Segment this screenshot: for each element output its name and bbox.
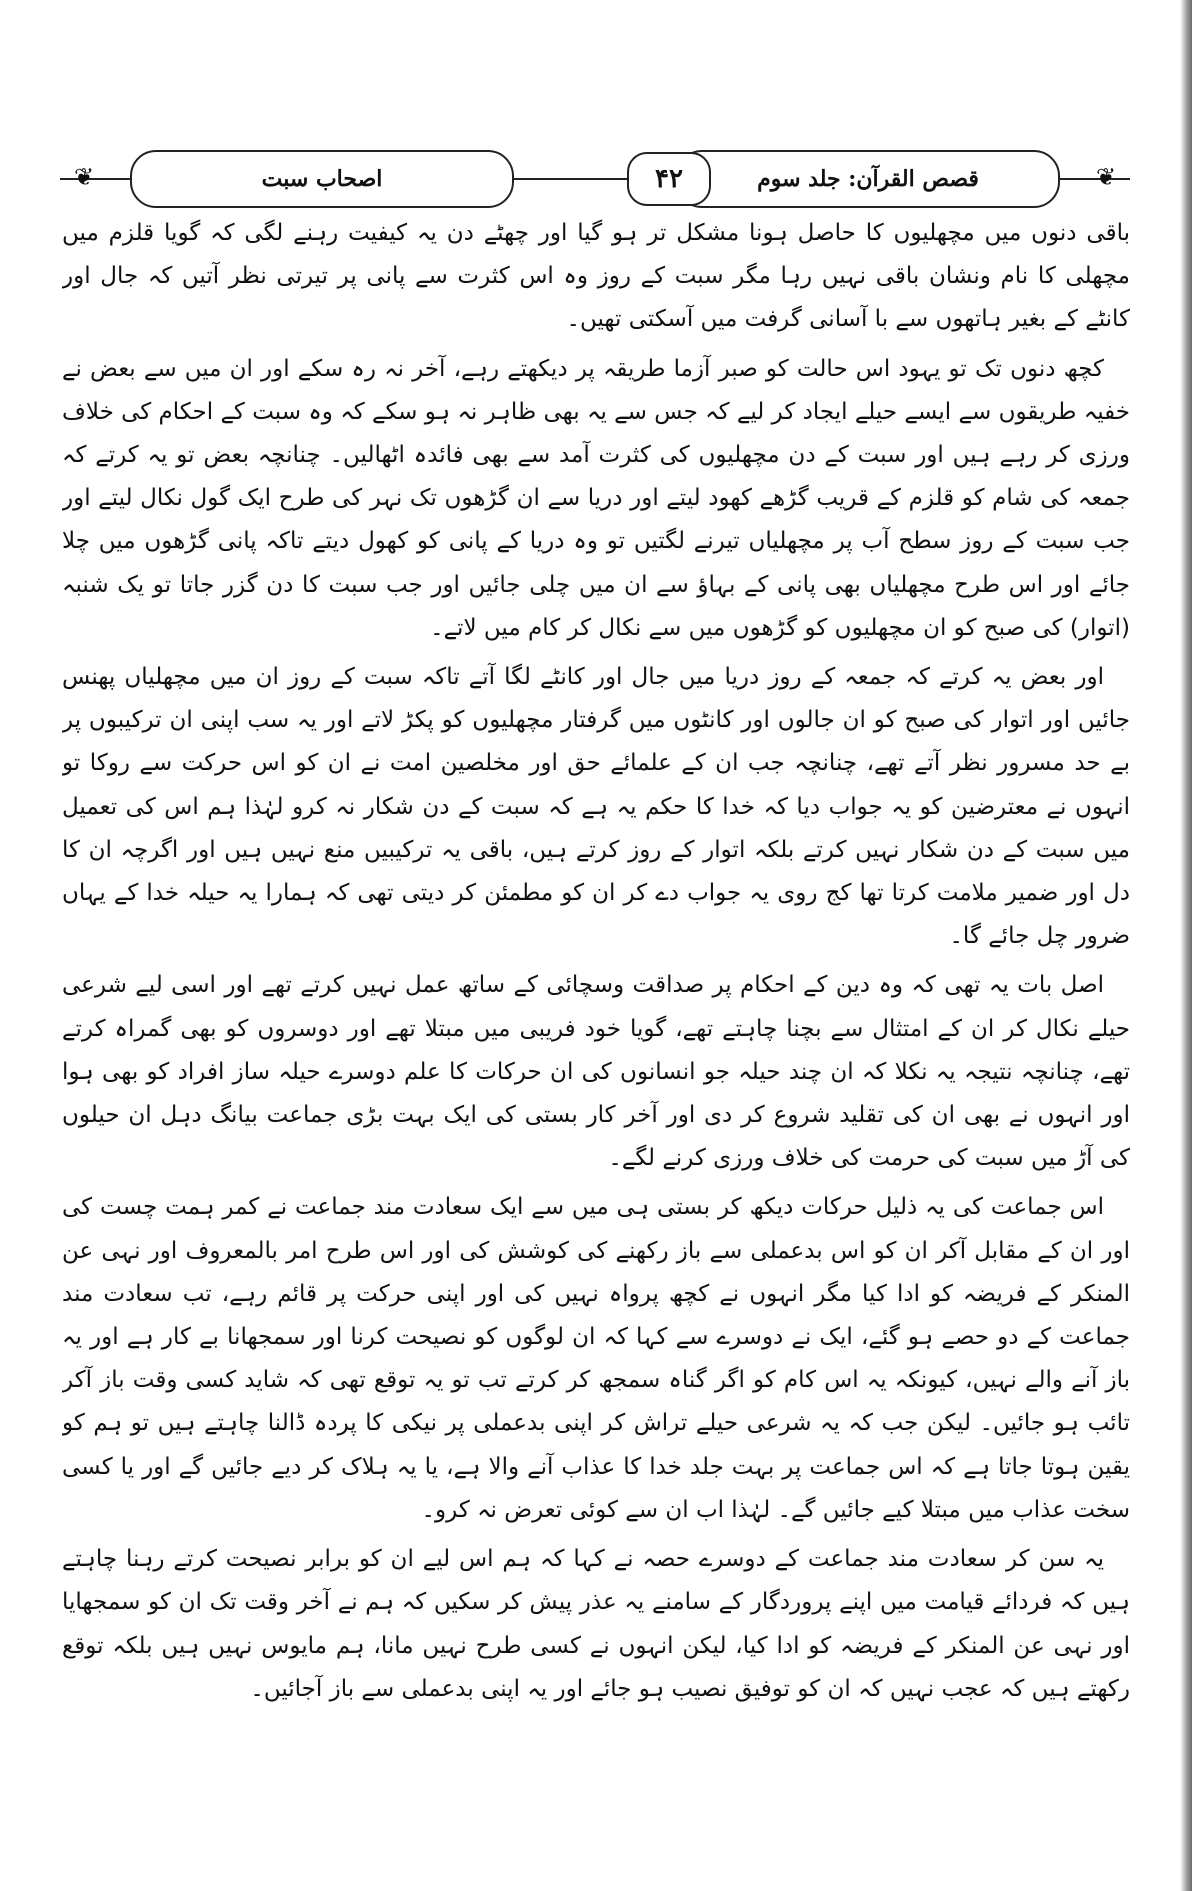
paragraph: یہ سن کر سعادت مند جماعت کے دوسرے حصہ نے کہا کہ ہم اس لیے ان کو برابر نصیحت کرتے رہنا چاہتے ہیں کہ فردائے قیامت میں اپنے پروردگار کے سامنے یہ عذر پیش کر سکیں کہ ہم نے آخر وقت تک ان کو سمجھایا اور نہی عن المنکر کے فریضہ کو ادا کیا، لیکن انہوں نے کسی طرح نہیں مانا، ہم مایوس نہیں ہیں بلکہ توقع رکھتے ہیں کہ عجب نہیں کہ ان کو توفیق نصیب ہو جائے اور یہ اپنی بدعملی سے باز آجائیں۔ [62,1546,1130,1702]
paragraph: اس جماعت کی یہ ذلیل حرکات دیکھ کر بستی ہی میں سے ایک سعادت مند جماعت نے کمر ہمت چست کی اور ان کے مقابل آکر ان کو اس بدعملی سے باز رکھنے کی کوشش کی اور اس طرح امر بالمعروف اور نہی عن المنکر کے فریضہ کو ادا کیا مگر انہوں نے کچھ پرواہ نہیں کی اور اپنی حرکت پر قائم رہے، تب سعادت مند جماعت کے دو حصے ہو گئے، ایک نے دوسرے سے کہا کہ ان لوگوں کو نصیحت کرنا اور سمجھانا بے کار ہے اور یہ باز آنے والے نہیں، کیونکہ یہ اس کام کو اگر گناہ سمجھ کر کرتے تب تو یہ توقع تھی کہ شاید کسی وقت باز آکر تائب ہو جائیں۔ لیکن جب کہ یہ شرعی حیلے تراش کر اپنی بدعملی پر نیکی کا پردہ ڈالنا چاہتے ہیں تو ہم کو یقین ہوتا جاتا ہے کہ اس جماعت پر بہت جلد خدا کا عذاب آنے والا ہے، یا یہ ہلاک کر دیے جائیں گے اور یا کسی سخت عذاب میں مبتلا کیے جائیں گے۔ لہٰذا اب ان سے کوئی تعرض نہ کرو۔ [62,1194,1130,1523]
paragraph: کچھ دنوں تک تو یہود اس حالت کو صبر آزما طریقہ پر دیکھتے رہے، آخر نہ رہ سکے اور ان میں سے بعض نے خفیہ طریقوں سے ایسے حیلے ایجاد کر لیے کہ جس سے یہ بھی ظاہر نہ ہو سکے کہ وہ سبت کے احکام کی خلاف ورزی کر رہے ہیں اور سبت کے دن مچھلیوں کی کثرت آمد سے بھی فائدہ اٹھالیں۔ چنانچہ بعض تو یہ کرتے کہ جمعہ کی شام کو قلزم کے قریب گڑھے کھود لیتے اور دریا سے ان گڑھوں تک نہر کی طرح ایک گول نکال لیتے اور جب سبت کے روز سطح آب پر مچھلیاں تیرنے لگتیں تو وہ دریا کے پانی کو کھول دیتے تاکہ پانی گڑھوں میں چلا جائے اور اس طرح مچھلیاں بھی پانی کے بہاؤ سے ان میں چلی جائیں اور جب سبت کا دن گزر جاتا تو یک شنبہ (اتوار) کی صبح کو ان مچھلیوں کو گڑھوں میں سے نکال کر کام میں لاتے۔ [62,355,1130,641]
ornamental-flourish-icon: ❦ [73,163,95,191]
paragraph: باقی دنوں میں مچھلیوں کا حاصل ہونا مشکل تر ہو گیا اور چھٹے دن یہ کیفیت رہنے لگی کہ گویا قلزم میں مچھلی کا نام ونشان باقی نہیں رہا مگر سبت کے روز وہ اس کثرت سے پانی پر تیرتی نظر آتیں کہ جال اور کانٹے کے بغیر ہاتھوں سے با آسانی گرفت میں آسکتی تھیں۔ [62,220,1130,333]
ornamental-flourish-icon: ❦ [1095,163,1117,191]
page-header [60,150,1130,208]
chapter-title: اصحاب سبت [130,150,514,208]
paragraph: اور بعض یہ کرتے کہ جمعہ کے روز دریا میں جال اور کانٹے لگا آتے تاکہ سبت کے روز ان میں مچھلیاں پھنس جائیں اور اتوار کی صبح کو ان جالوں اور کانٹوں میں گرفتار مچھلیوں کو پکڑ لاتے اور یہ سب اپنی ان ترکیبوں پر بے حد مسرور نظر آتے تھے، چنانچہ جب ان کے علمائے حق اور مخلصین امت نے ان کو اس حرکت سے روکا تو انہوں نے معترضین کو یہ جواب دیا کہ خدا کا حکم یہ ہے کہ سبت کے دن شکار نہ کرو لہٰذا ہم اس کی تعمیل میں سبت کے دن شکار نہیں کرتے بلکہ اتوار کے روز کرتے ہیں، باقی یہ ترکیبیں منع نہیں ہیں اور اگرچہ ان کا دل اور ضمیر ملامت کرتا تھا کج روی یہ جواب دے کر ان کو مطمئن کر دیتی تھی کہ ہمارا یہ حیلہ خدا کے یہاں ضرور چل جائے گا۔ [62,664,1130,950]
paragraph: اصل بات یہ تھی کہ وہ دین کے احکام پر صداقت وسچائی کے ساتھ عمل نہیں کرتے تھے اور اسی لیے شرعی حیلے نکال کر ان کے امتثال سے بچنا چاہتے تھے، گویا خود فریبی میں مبتلا تھے اور دوسروں کو بھی گمراہ کرتے تھے، چنانچہ نتیجہ یہ نکلا کہ ان چند حیلہ جو انسانوں کی ان حرکات کا علم دوسرے حیلہ ساز افراد کو بھی ہوا اور انہوں نے بھی ان کی تقلید شروع کر دی اور آخر کار بستی کی ایک بہت بڑی جماعت بیانگ دہل ان حیلوں کی آڑ میں سبت کی حرمت کی خلاف ورزی کرنے لگے۔ [62,972,1130,1172]
body-text [62,212,1130,1832]
book-title: قصص القرآن: جلد سوم [676,150,1060,208]
page-number: ۴۲ [627,152,711,206]
page-edge-shadow [1180,0,1192,1891]
